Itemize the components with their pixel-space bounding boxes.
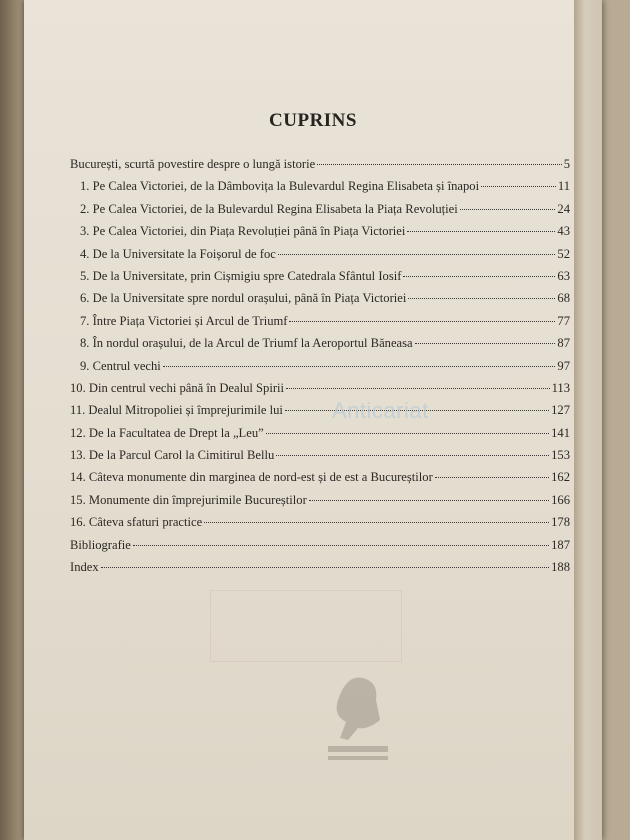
dot-leader xyxy=(408,298,555,299)
toc-entry-page-number: 153 xyxy=(551,448,570,463)
toc-entry-page-number: 188 xyxy=(551,560,570,575)
toc-entry xyxy=(70,336,570,358)
toc-entry-title: 1. Pe Calea Victoriei, de la Dâmbovița la Bulevardul Regina Elisabeta și înapoi xyxy=(80,179,480,194)
toc-entry-title: 10. Din centrul vechi până în Dealul Spirii xyxy=(70,380,285,395)
toc-entry-page-number: 63 xyxy=(557,268,570,283)
dot-leader xyxy=(133,545,549,546)
toc-entry-title: 8. În nordul orașului, de la Arcul de Triumf la Aeroportul Băneasa xyxy=(80,336,413,351)
toc-entry-page-number: 166 xyxy=(551,492,570,507)
publisher-logo-icon xyxy=(318,660,398,770)
dot-leader xyxy=(415,343,556,344)
toc-entry-title: 5. De la Universitate, prin Cișmigiu spre Catedrala Sfântul Iosif xyxy=(80,268,402,283)
show-through-box xyxy=(210,590,402,662)
toc-entry-page-number: 127 xyxy=(551,403,570,418)
toc-entry-page-number: 77 xyxy=(557,313,570,328)
dot-leader xyxy=(403,276,555,277)
toc-entry xyxy=(70,359,570,381)
toc-entry-page-number: 43 xyxy=(557,224,570,239)
toc-entry-page-number: 97 xyxy=(557,358,570,373)
toc-entry-page-number: 5 xyxy=(563,157,570,171)
dot-leader xyxy=(407,231,555,232)
toc-entry-title: 9. Centrul vechi xyxy=(80,358,161,373)
toc-entry xyxy=(70,493,570,515)
toc-entry-page-number: 141 xyxy=(551,425,570,440)
dot-leader xyxy=(435,477,549,478)
toc-entry-title: 4. De la Universitate la Foișorul de foc xyxy=(80,246,276,261)
toc-entry-title: Index xyxy=(70,560,99,575)
toc-entry-page-number: 113 xyxy=(551,380,570,395)
dot-leader xyxy=(163,366,556,367)
toc-entry xyxy=(70,157,570,179)
toc-entry xyxy=(70,426,570,448)
dot-leader xyxy=(278,254,556,255)
toc-entry-title: Bibliografie xyxy=(70,537,131,552)
dot-leader xyxy=(101,567,549,568)
toc-entry-page-number: 178 xyxy=(551,515,570,530)
toc-entry xyxy=(70,381,570,403)
toc-entry xyxy=(70,247,570,269)
toc-entry-page-number: 162 xyxy=(551,470,570,485)
page-title: CUPRINS xyxy=(269,110,357,131)
dot-leader xyxy=(266,433,549,434)
dot-leader xyxy=(286,388,550,389)
toc-entry xyxy=(70,470,570,492)
toc-entry-page-number: 187 xyxy=(551,537,570,552)
toc-entry-page-number: 68 xyxy=(557,291,570,306)
toc-entry-title: 7. Între Piața Victoriei și Arcul de Triumf xyxy=(80,313,288,328)
table-of-contents xyxy=(70,157,570,582)
toc-entry-title: 2. Pe Calea Victoriei, de la Bulevardul Regina Elisabeta la Piața Revoluției xyxy=(80,201,458,216)
toc-entry-title: 3. Pe Calea Victoriei, din Piața Revoluției până în Piața Victoriei xyxy=(80,224,406,239)
toc-entry xyxy=(70,202,570,224)
toc-entry-title: 14. Câteva monumente din marginea de nord-est și de est a Bucureștilor xyxy=(70,470,433,485)
toc-entry-page-number: 11 xyxy=(557,179,570,194)
toc-entry xyxy=(70,560,570,582)
toc-entry xyxy=(70,448,570,470)
toc-entry-page-number: 87 xyxy=(557,336,570,351)
toc-entry xyxy=(70,515,570,537)
toc-entry-page-number: 24 xyxy=(557,201,570,216)
toc-entry xyxy=(70,269,570,291)
toc-entry-title: 16. Câteva sfaturi practice xyxy=(70,515,203,530)
toc-entry xyxy=(70,403,570,425)
toc-entry xyxy=(70,291,570,313)
dot-leader xyxy=(289,321,555,322)
toc-entry xyxy=(70,224,570,246)
dot-leader xyxy=(317,164,562,165)
watermark-text: Anticariat xyxy=(332,398,429,423)
toc-entry-page-number: 52 xyxy=(557,246,570,261)
toc-entry-title: 11. Dealul Mitropoliei și împrejurimile lui xyxy=(70,403,283,418)
toc-entry-title: 13. De la Parcul Carol la Cimitirul Bellu xyxy=(70,448,275,463)
dot-leader xyxy=(460,209,556,210)
dot-leader xyxy=(276,455,549,456)
toc-entry-title: 6. De la Universitate spre nordul orașului, până în Piața Victoriei xyxy=(80,291,407,306)
toc-entry xyxy=(70,179,570,201)
dot-leader xyxy=(309,500,549,501)
toc-entry-title: 15. Monumente din împrejurimile Bucureștilor xyxy=(70,492,307,507)
toc-entry-title: 12. De la Facultatea de Drept la „Leu” xyxy=(70,425,264,440)
toc-entry xyxy=(70,314,570,336)
dot-leader xyxy=(481,186,556,187)
toc-entry xyxy=(70,538,570,560)
dot-leader xyxy=(204,522,549,523)
toc-entry-title: București, scurtă povestire despre o lungă istorie xyxy=(70,157,316,171)
